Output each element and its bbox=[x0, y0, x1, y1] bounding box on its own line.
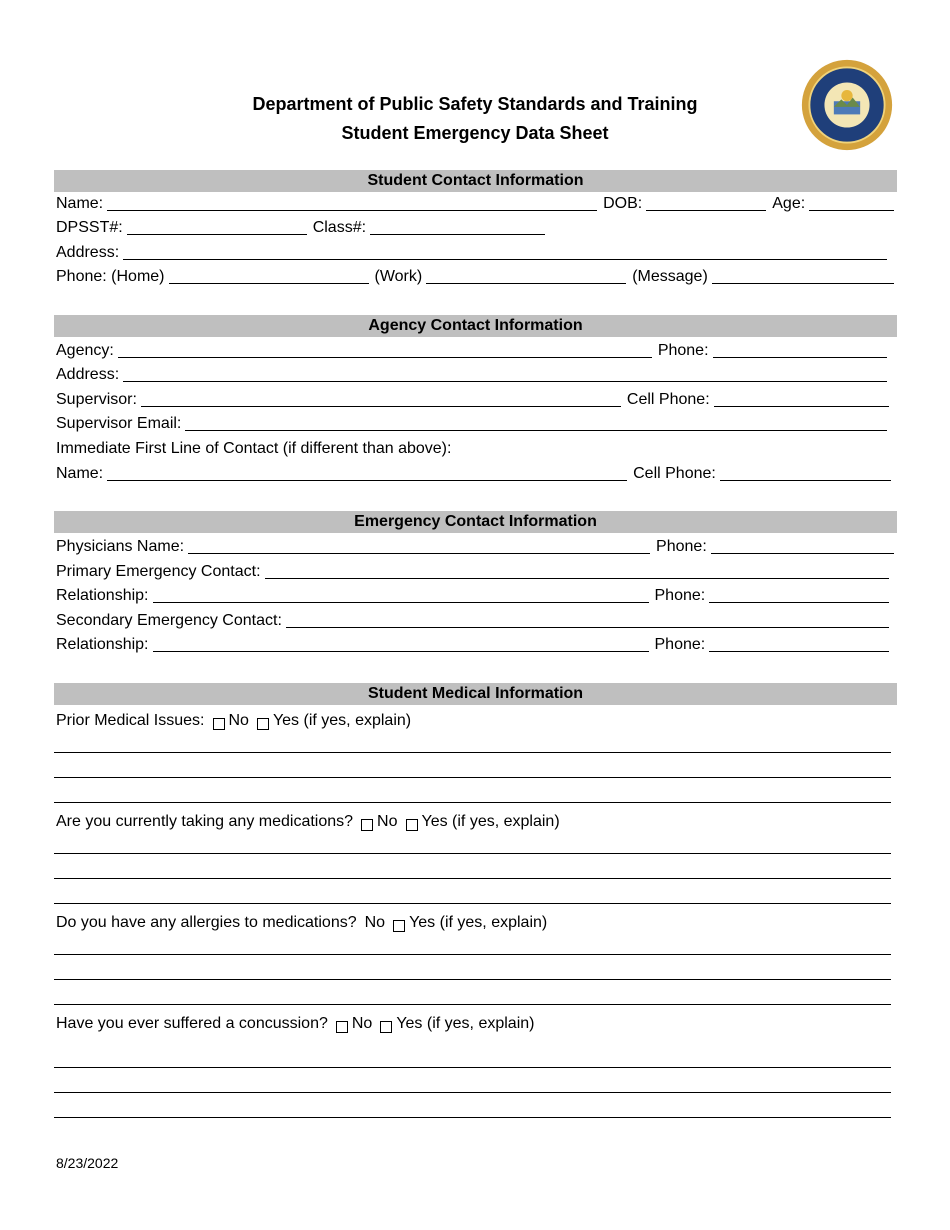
agency-phone-label: Phone: bbox=[657, 342, 709, 359]
supervisor-email-field[interactable] bbox=[185, 416, 887, 431]
dpsst-field[interactable] bbox=[127, 220, 307, 235]
physician-field[interactable] bbox=[188, 539, 650, 554]
address-label: Address: bbox=[56, 244, 120, 261]
medical-q4-row bbox=[56, 1013, 894, 1033]
supervisor-email-label: Supervisor Email: bbox=[56, 415, 182, 432]
q4-explain-line[interactable] bbox=[54, 1092, 891, 1093]
secondary-phone-field[interactable] bbox=[709, 637, 889, 652]
dob-field[interactable] bbox=[646, 196, 766, 211]
q2-no-label: No bbox=[377, 813, 398, 830]
q2-no-checkbox[interactable] bbox=[361, 819, 373, 831]
org-title: Department of Public Safety Standards and Training bbox=[252, 94, 698, 114]
physician-label: Physicians Name: bbox=[56, 538, 185, 555]
first-line-cell-label: Cell Phone: bbox=[633, 465, 716, 482]
secondary-contact-field[interactable] bbox=[286, 613, 889, 628]
age-label: Age: bbox=[772, 195, 806, 212]
student-phone-row bbox=[56, 266, 894, 286]
dpsst-seal-icon bbox=[800, 58, 894, 152]
supervisor-row bbox=[56, 389, 889, 409]
agency-phone-field[interactable] bbox=[713, 343, 887, 358]
medical-heading: Student Medical Information bbox=[54, 683, 897, 705]
q1-no-checkbox[interactable] bbox=[213, 718, 225, 730]
q3-no-label: No bbox=[364, 914, 386, 931]
physician-phone-field[interactable] bbox=[711, 539, 894, 554]
emergency-contact-heading: Emergency Contact Information bbox=[54, 511, 897, 533]
supervisor-email-row bbox=[56, 413, 887, 433]
q1-explain-line[interactable] bbox=[54, 777, 891, 778]
first-line-name-label: Name: bbox=[56, 465, 104, 482]
q3-yes-checkbox[interactable] bbox=[393, 920, 405, 932]
q4-no-checkbox[interactable] bbox=[336, 1021, 348, 1033]
supervisor-cell-field[interactable] bbox=[714, 392, 889, 407]
dpsst-row bbox=[56, 217, 545, 237]
first-line-cell-field[interactable] bbox=[720, 466, 891, 481]
q4-yes-checkbox[interactable] bbox=[380, 1021, 392, 1033]
q4-yes-label: Yes (if yes, explain) bbox=[396, 1015, 535, 1032]
q2-explain-line[interactable] bbox=[54, 853, 891, 854]
medical-q1-label: Prior Medical Issues: bbox=[56, 712, 205, 729]
primary-contact-field[interactable] bbox=[265, 564, 889, 579]
first-line-label: Immediate First Line of Contact (if different than above): bbox=[56, 440, 452, 457]
medical-q3-row bbox=[56, 912, 894, 932]
agency-address-field[interactable] bbox=[123, 367, 887, 382]
physician-phone-label: Phone: bbox=[656, 538, 707, 555]
medical-q1-row bbox=[56, 710, 894, 730]
student-contact-heading: Student Contact Information bbox=[54, 170, 897, 192]
q1-explain-line[interactable] bbox=[54, 802, 891, 803]
primary-phone-label: Phone: bbox=[654, 587, 706, 604]
q2-yes-label: Yes (if yes, explain) bbox=[421, 813, 560, 830]
class-label: Class#: bbox=[312, 219, 367, 236]
q2-explain-line[interactable] bbox=[54, 903, 891, 904]
agency-row bbox=[56, 340, 887, 360]
medical-q3-label: Do you have any allergies to medications? bbox=[56, 914, 357, 931]
name-label: Name: bbox=[56, 195, 104, 212]
q2-explain-line[interactable] bbox=[54, 878, 891, 879]
phone-work-field[interactable] bbox=[426, 269, 626, 284]
q3-explain-line[interactable] bbox=[54, 979, 891, 980]
phone-message-field[interactable] bbox=[712, 269, 894, 284]
primary-relationship-row bbox=[56, 585, 889, 605]
form-title: Student Emergency Data Sheet bbox=[341, 123, 609, 143]
student-address-row bbox=[56, 242, 887, 262]
secondary-contact-label: Secondary Emergency Contact: bbox=[56, 612, 282, 629]
first-line-contact-row bbox=[56, 438, 894, 458]
supervisor-field[interactable] bbox=[141, 392, 621, 407]
secondary-contact-row bbox=[56, 610, 889, 630]
first-line-name-row bbox=[56, 463, 891, 483]
agency-label: Agency: bbox=[56, 342, 114, 359]
q2-yes-checkbox[interactable] bbox=[406, 819, 418, 831]
agency-address-row bbox=[56, 364, 887, 384]
medical-q4-label: Have you ever suffered a concussion? bbox=[56, 1015, 328, 1032]
revision-date: 8/23/2022 bbox=[56, 1155, 119, 1171]
q1-explain-line[interactable] bbox=[54, 752, 891, 753]
relationship-label-2: Relationship: bbox=[56, 636, 149, 653]
dpsst-label: DPSST#: bbox=[56, 219, 123, 236]
agency-contact-heading: Agency Contact Information bbox=[54, 315, 897, 337]
agency-field[interactable] bbox=[118, 343, 652, 358]
primary-phone-field[interactable] bbox=[709, 588, 889, 603]
q4-explain-line[interactable] bbox=[54, 1067, 891, 1068]
q4-no-label: No bbox=[351, 1015, 373, 1032]
relationship-field-2[interactable] bbox=[153, 637, 649, 652]
physician-row bbox=[56, 536, 894, 556]
medical-q2-label: Are you currently taking any medications? bbox=[56, 813, 354, 830]
phone-work-label: (Work) bbox=[374, 268, 423, 285]
phone-message-label: (Message) bbox=[632, 268, 708, 285]
q3-explain-line[interactable] bbox=[54, 954, 891, 955]
q3-explain-line[interactable] bbox=[54, 1004, 891, 1005]
student-name-row bbox=[56, 193, 894, 213]
q4-explain-line[interactable] bbox=[54, 1117, 891, 1118]
class-field[interactable] bbox=[370, 220, 545, 235]
relationship-label: Relationship: bbox=[56, 587, 149, 604]
primary-contact-label: Primary Emergency Contact: bbox=[56, 563, 261, 580]
phone-home-label: Phone: (Home) bbox=[56, 268, 165, 285]
first-line-name-field[interactable] bbox=[107, 466, 627, 481]
name-field[interactable] bbox=[107, 196, 597, 211]
q3-yes-label: Yes (if yes, explain) bbox=[409, 914, 548, 931]
secondary-phone-label: Phone: bbox=[654, 636, 706, 653]
q1-yes-label: Yes (if yes, explain) bbox=[272, 712, 412, 729]
medical-q2-row bbox=[56, 811, 894, 831]
q1-no-label: No bbox=[228, 712, 249, 729]
address-field[interactable] bbox=[123, 245, 887, 260]
secondary-relationship-row bbox=[56, 634, 889, 654]
relationship-field[interactable] bbox=[153, 588, 649, 603]
supervisor-cell-label: Cell Phone: bbox=[626, 391, 710, 408]
q1-yes-checkbox[interactable] bbox=[257, 718, 269, 730]
age-field[interactable] bbox=[809, 196, 894, 211]
agency-address-label: Address: bbox=[56, 366, 120, 383]
dob-label: DOB: bbox=[603, 195, 643, 212]
primary-contact-row bbox=[56, 561, 889, 581]
supervisor-label: Supervisor: bbox=[56, 391, 137, 408]
phone-home-field[interactable] bbox=[169, 269, 369, 284]
